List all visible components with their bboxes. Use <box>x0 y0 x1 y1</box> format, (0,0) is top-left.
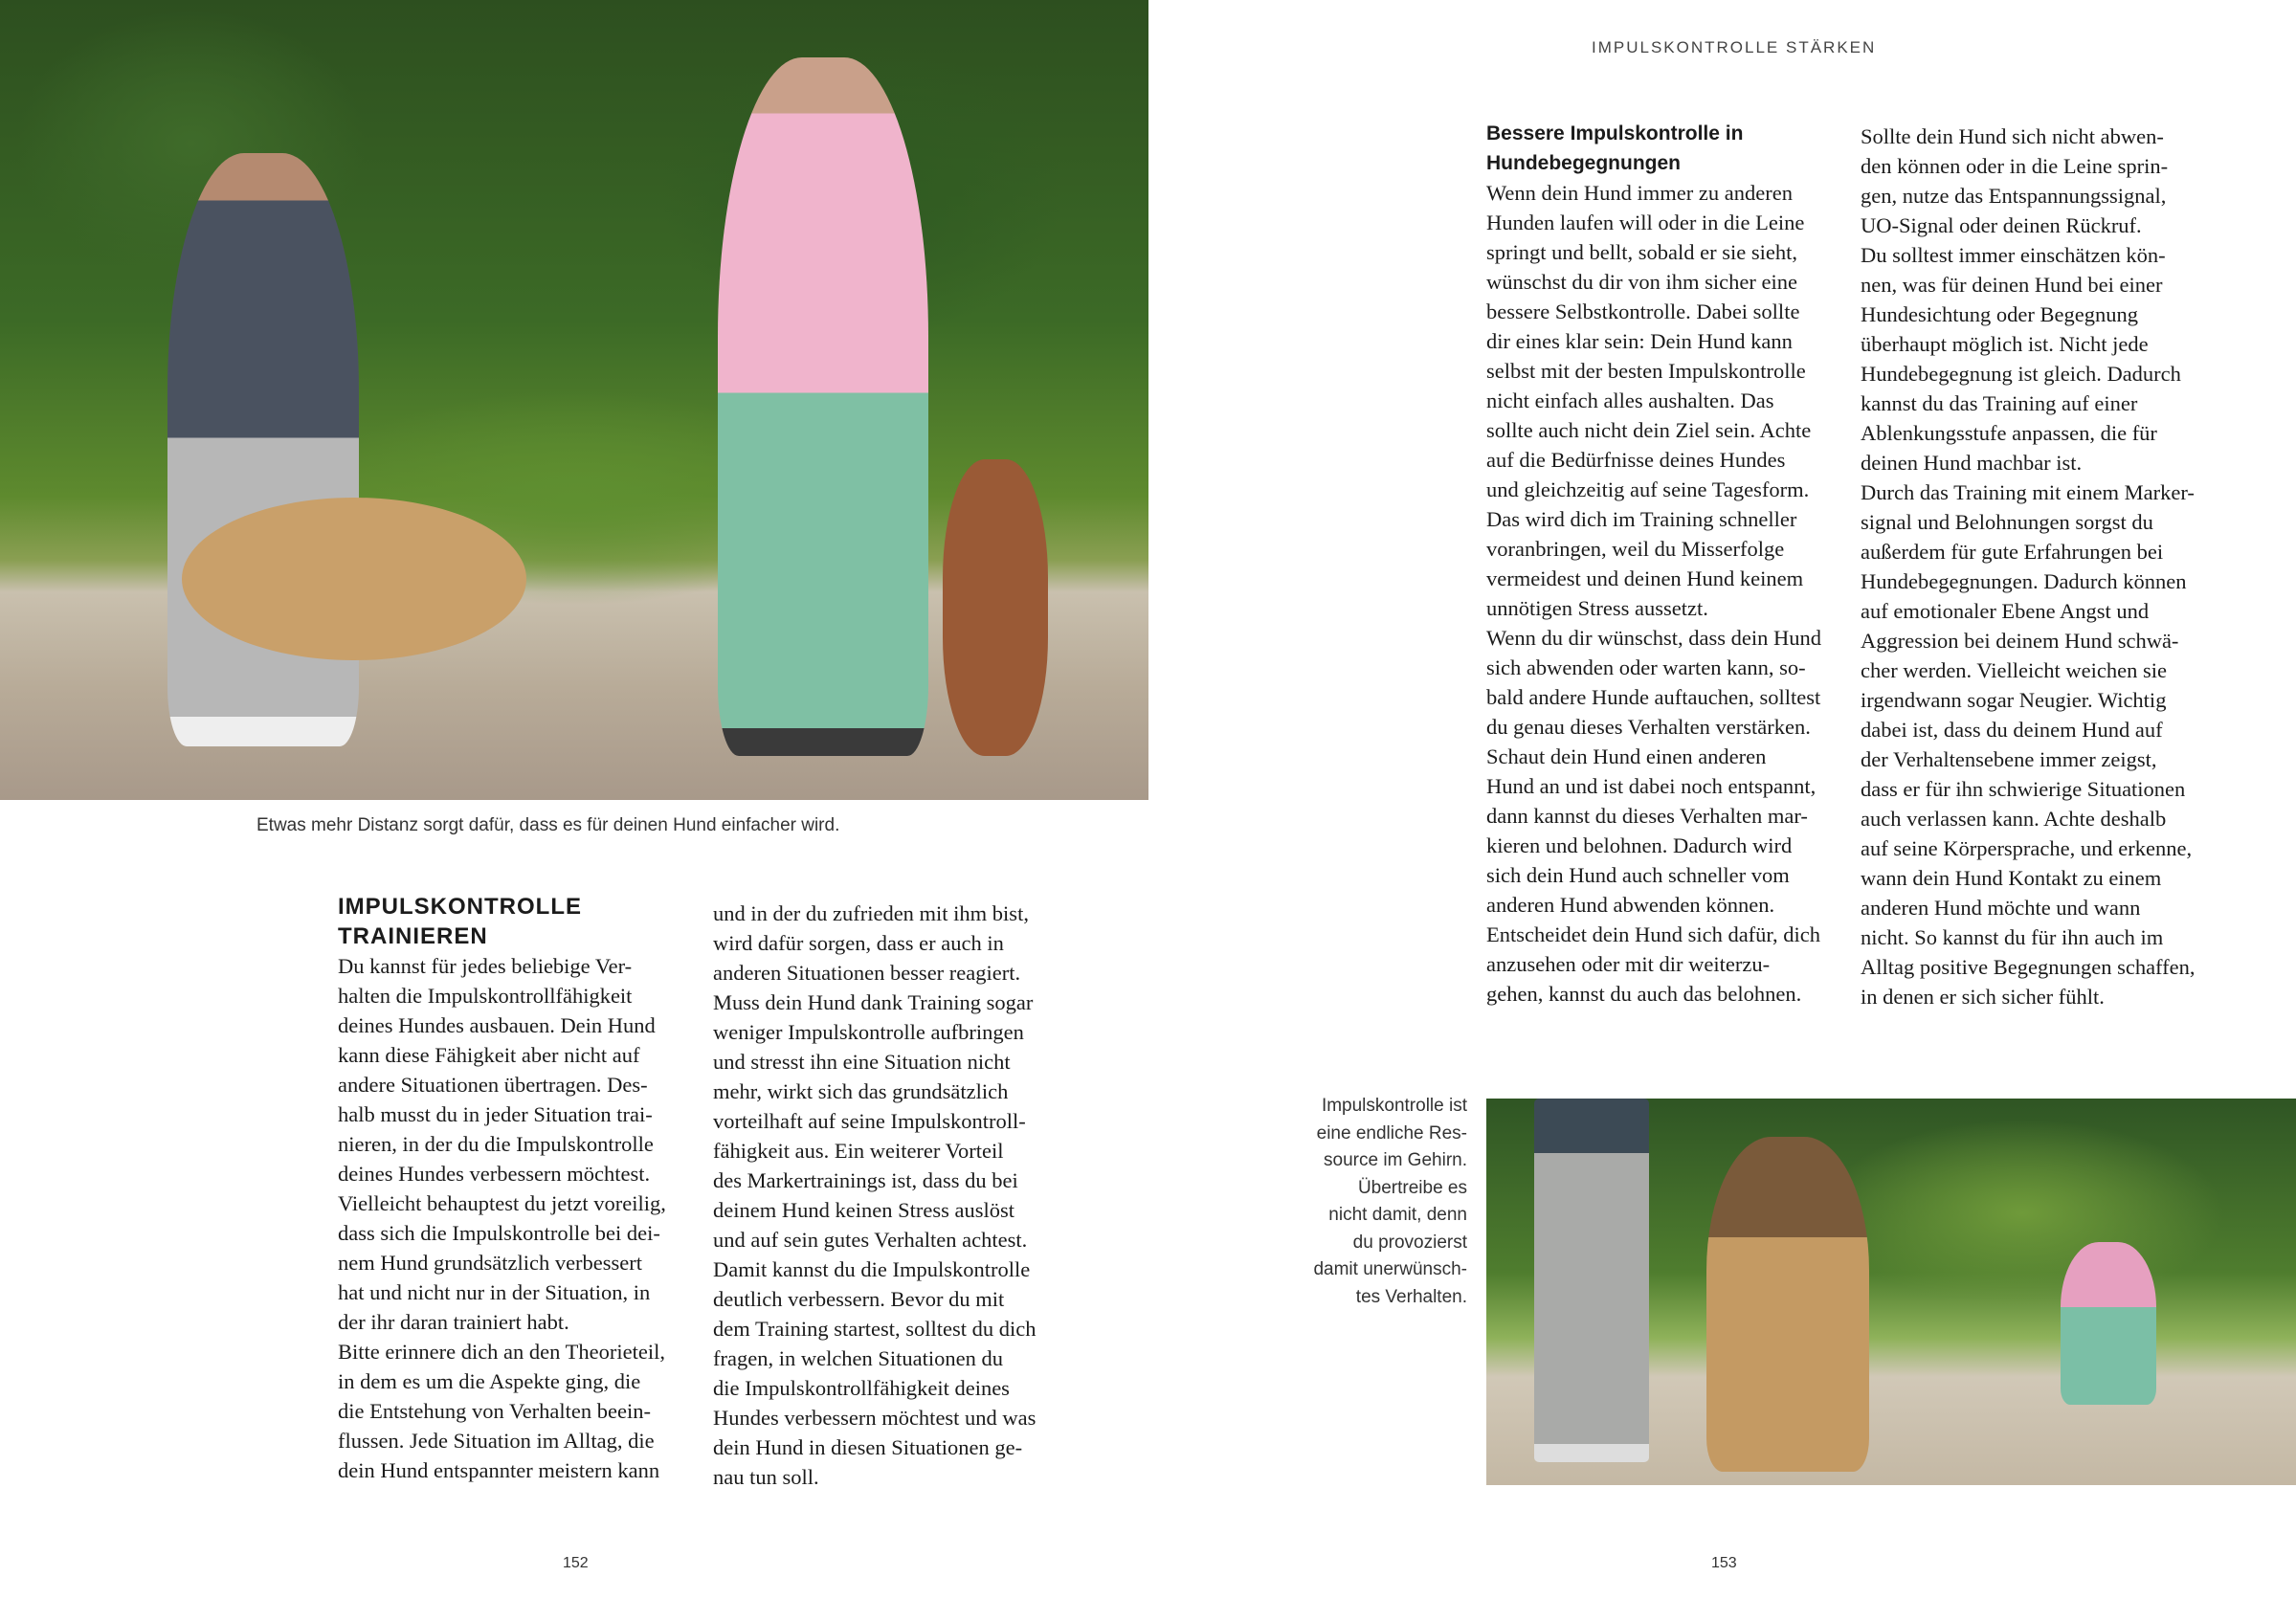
text-line: auf die Bedürfnisse deines Hundes <box>1486 448 1786 472</box>
text-line: halten die Impulskontrollfähigkeit <box>338 984 633 1008</box>
text-line: der Verhaltensebene immer zeigst, <box>1861 747 2157 771</box>
text-line: der ihr daran trainiert habt. <box>338 1310 569 1334</box>
photo-dog-sitting <box>1486 1099 2296 1485</box>
section-heading: IMPULSKONTROLLE <box>338 894 582 920</box>
text-line: Hundesichtung oder Begegnung <box>1861 302 2138 326</box>
right-column-1 <box>1486 119 1860 1009</box>
text-line: auf seine Körpersprache, und erkenne, <box>1861 836 2193 860</box>
dog-vizsla <box>943 459 1048 756</box>
text-line: bessere Selbstkontrolle. Dabei sollte <box>1486 300 1800 323</box>
text-line: Entscheidet dein Hund sich dafür, dich <box>1486 922 1821 946</box>
photo-caption: Etwas mehr Distanz sorgt dafür, dass es für deinen Hund einfacher wird. <box>256 815 840 835</box>
text-line: Du solltest immer einschätzen kön- <box>1861 243 2166 267</box>
text-line: flussen. Jede Situation im Alltag, die <box>338 1429 655 1453</box>
text-line: selbst mit der besten Impulskontrolle <box>1486 359 1806 383</box>
text-line: dem Training startest, solltest du dich <box>713 1317 1037 1341</box>
text-line: des Markertrainings ist, dass du bei <box>713 1168 1018 1192</box>
left-column-2 <box>713 899 1086 1492</box>
text-line: unnötigen Stress aussetzt. <box>1486 596 1708 620</box>
text-line: Das wird dich im Training schneller <box>1486 507 1797 531</box>
text-line: Impulskontrolle ist <box>1321 1096 1467 1116</box>
text-line: voranbringen, weil du Misserfolge <box>1486 537 1785 561</box>
text-line: dass sich die Impulskontrolle bei dei- <box>338 1221 660 1245</box>
text-line: fähigkeit aus. Ein weiterer Vorteil <box>713 1139 1004 1163</box>
body-text <box>1486 178 1860 1009</box>
text-line: deutlich verbessern. Bevor du mit <box>713 1287 1005 1311</box>
text-line: du provozierst <box>1352 1232 1467 1253</box>
text-line: vermeidest und deinen Hund keinem <box>1486 566 1804 590</box>
text-line: Hundes verbessern möchtest und was <box>713 1406 1037 1430</box>
text-line: wünschst du dir von ihm sicher eine <box>1486 270 1797 294</box>
text-line: gehen, kannst du auch das belohnen. <box>1486 982 1802 1006</box>
text-line: anderen Situationen besser reagiert. <box>713 961 1021 985</box>
text-line: du genau dieses Verhalten verstärken. <box>1486 715 1811 739</box>
text-line: Hunden laufen will oder in die Leine <box>1486 211 1805 234</box>
text-line: dass er für ihn schwierige Situationen <box>1861 777 2186 801</box>
text-line: nicht einfach alles aushalten. Das <box>1486 389 1774 412</box>
text-line: dann kannst du dieses Verhalten mar- <box>1486 804 1808 828</box>
text-line: sich dein Hund auch schneller vom <box>1486 863 1790 887</box>
photo-men-walking-dogs <box>0 0 1148 800</box>
text-line: nicht. So kannst du für ihn auch im <box>1861 925 2164 949</box>
text-line: in dem es um die Aspekte ging, die <box>338 1369 641 1393</box>
text-line: nieren, in der du die Impulskontrolle <box>338 1132 654 1156</box>
text-line: Alltag positive Begegnungen schaffen, <box>1861 955 2196 979</box>
text-line: vorteilhaft auf seine Impulskontroll- <box>713 1109 1026 1133</box>
text-line: Schaut dein Hund einen anderen <box>1486 744 1767 768</box>
text-line: fragen, in welchen Situationen du <box>713 1346 1004 1370</box>
section-heading: TRAINIEREN <box>338 923 488 949</box>
text-line: Wenn dein Hund immer zu anderen <box>1486 181 1793 205</box>
running-head: IMPULSKONTROLLE STÄRKEN <box>1592 38 1877 56</box>
body-text <box>1861 122 2234 1011</box>
page-number-left: 152 <box>563 1555 589 1571</box>
text-line: signal und Belohnungen sorgst du <box>1861 510 2153 534</box>
trainer-legs <box>1534 1099 1649 1462</box>
text-line: anzusehen oder mit dir weiterzu- <box>1486 952 1771 976</box>
text-line: Aggression bei deinem Hund schwä- <box>1861 629 2179 653</box>
text-line: tes Verhalten. <box>1355 1286 1467 1307</box>
text-line: außerdem für gute Erfahrungen bei <box>1861 540 2164 564</box>
text-line: nau tun soll. <box>713 1465 819 1489</box>
text-line: kann diese Fähigkeit aber nicht auf <box>338 1043 640 1067</box>
side-caption <box>1313 1093 1467 1311</box>
text-line: irgendwann sogar Neugier. Wichtig <box>1861 688 2167 712</box>
text-line: deinem Hund keinen Stress auslöst <box>713 1198 1014 1222</box>
text-line: Ablenkungsstufe anpassen, die für <box>1861 421 2157 445</box>
text-line: source im Gehirn. <box>1324 1150 1467 1170</box>
text-line: die Entstehung von Verhalten beein- <box>338 1399 651 1423</box>
text-line: Hund an und ist dabei noch entspannt, <box>1486 774 1817 798</box>
text-line: andere Situationen übertragen. Des- <box>338 1073 648 1097</box>
text-line: Muss dein Hund dank Training sogar <box>713 990 1034 1014</box>
text-line: weniger Impulskontrolle aufbringen <box>713 1020 1024 1044</box>
text-line: auf emotionaler Ebene Angst und <box>1861 599 2150 623</box>
text-line: bald andere Hunde auftauchen, solltest <box>1486 685 1821 709</box>
text-line: eine endliche Res- <box>1316 1122 1467 1144</box>
subsection-heading: Hundebegegnungen <box>1486 152 1681 174</box>
text-line: und in der du zufrieden mit ihm bist, <box>713 901 1029 925</box>
text-line: Durch das Training mit einem Marker- <box>1861 480 2195 504</box>
text-line: dabei ist, dass du deinem Hund auf <box>1861 718 2163 742</box>
text-line: Hundebegegnung ist gleich. Dadurch <box>1861 362 2181 386</box>
text-line: gen, nutze das Entspannungssignal, <box>1861 184 2167 208</box>
text-line: deines Hundes ausbauen. Dein Hund <box>338 1013 656 1037</box>
text-line: nem Hund grundsätzlich verbessert <box>338 1251 643 1275</box>
text-line: dir eines klar sein: Dein Hund kann <box>1486 329 1793 353</box>
text-line: anderen Hund abwenden können. <box>1486 893 1775 917</box>
body-text <box>713 899 1086 1492</box>
text-line: dein Hund in diesen Situationen ge- <box>713 1435 1023 1459</box>
right-column-2 <box>1861 122 2234 1011</box>
page-number-right: 153 <box>1711 1555 1737 1571</box>
text-line: deines Hundes verbessern möchtest. <box>338 1162 651 1186</box>
text-line: UO-Signal oder deinen Rückruf. <box>1861 213 2142 237</box>
subsection-heading: Bessere Impulskontrolle in <box>1486 122 1744 144</box>
text-line: auch verlassen kann. Achte deshalb <box>1861 807 2167 831</box>
text-line: in denen er sich sicher fühlt. <box>1861 985 2105 1009</box>
distant-person-with-dog <box>2061 1242 2156 1405</box>
text-line: Vielleicht behauptest du jetzt voreilig, <box>338 1191 666 1215</box>
text-line: und auf sein gutes Verhalten achtest. <box>713 1228 1028 1252</box>
text-line: wird dafür sorgen, dass er auch in <box>713 931 1004 955</box>
text-line: dein Hund entspannter meistern kann <box>338 1458 660 1482</box>
dog-shepherd <box>182 498 526 660</box>
text-line: Sollte dein Hund sich nicht abwen- <box>1861 124 2164 148</box>
text-line: anderen Hund möchte und wann <box>1861 896 2141 920</box>
text-line: sich abwenden oder warten kann, so- <box>1486 655 1806 679</box>
text-line: Hundebegegnungen. Dadurch können <box>1861 569 2187 593</box>
text-line: überhaupt möglich ist. Nicht jede <box>1861 332 2149 356</box>
left-column-1 <box>338 892 711 1485</box>
text-line: den können oder in die Leine sprin- <box>1861 154 2169 178</box>
text-line: nen, was für deinen Hund bei einer <box>1861 273 2163 297</box>
text-line: sollte auch nicht dein Ziel sein. Achte <box>1486 418 1812 442</box>
text-line: halb musst du in jeder Situation trai- <box>338 1102 653 1126</box>
text-line: mehr, wirkt sich das grundsätzlich <box>713 1079 1009 1103</box>
man-pink-shirt <box>718 57 928 756</box>
body-text <box>338 951 711 1485</box>
text-line: kannst du das Training auf einer <box>1861 391 2138 415</box>
text-line: und stresst ihn eine Situation nicht <box>713 1050 1011 1074</box>
sitting-shepherd-dog <box>1706 1137 1869 1472</box>
text-line: Damit kannst du die Impulskontrolle <box>713 1257 1031 1281</box>
text-line: Übertreibe es <box>1357 1177 1467 1198</box>
text-line: nicht damit, denn <box>1328 1205 1467 1225</box>
text-line: springt und bellt, sobald er sie sieht, <box>1486 240 1797 264</box>
text-line: deinen Hund machbar ist. <box>1861 451 2083 475</box>
text-line: cher werden. Vielleicht weichen sie <box>1861 658 2167 682</box>
text-line: die Impulskontrollfähigkeit deines <box>713 1376 1010 1400</box>
text-line: hat und nicht nur in der Situation, in <box>338 1280 651 1304</box>
text-line: damit unerwünsch- <box>1313 1259 1467 1279</box>
text-line: und gleichzeitig auf seine Tagesform. <box>1486 477 1810 501</box>
text-line: wann dein Hund Kontakt zu einem <box>1861 866 2162 890</box>
text-line: Bitte erinnere dich an den Theorieteil, <box>338 1340 665 1364</box>
text-line: kieren und belohnen. Dadurch wird <box>1486 833 1793 857</box>
text-line: Wenn du dir wünschst, dass dein Hund <box>1486 626 1822 650</box>
text-line: Du kannst für jedes beliebige Ver- <box>338 954 633 978</box>
